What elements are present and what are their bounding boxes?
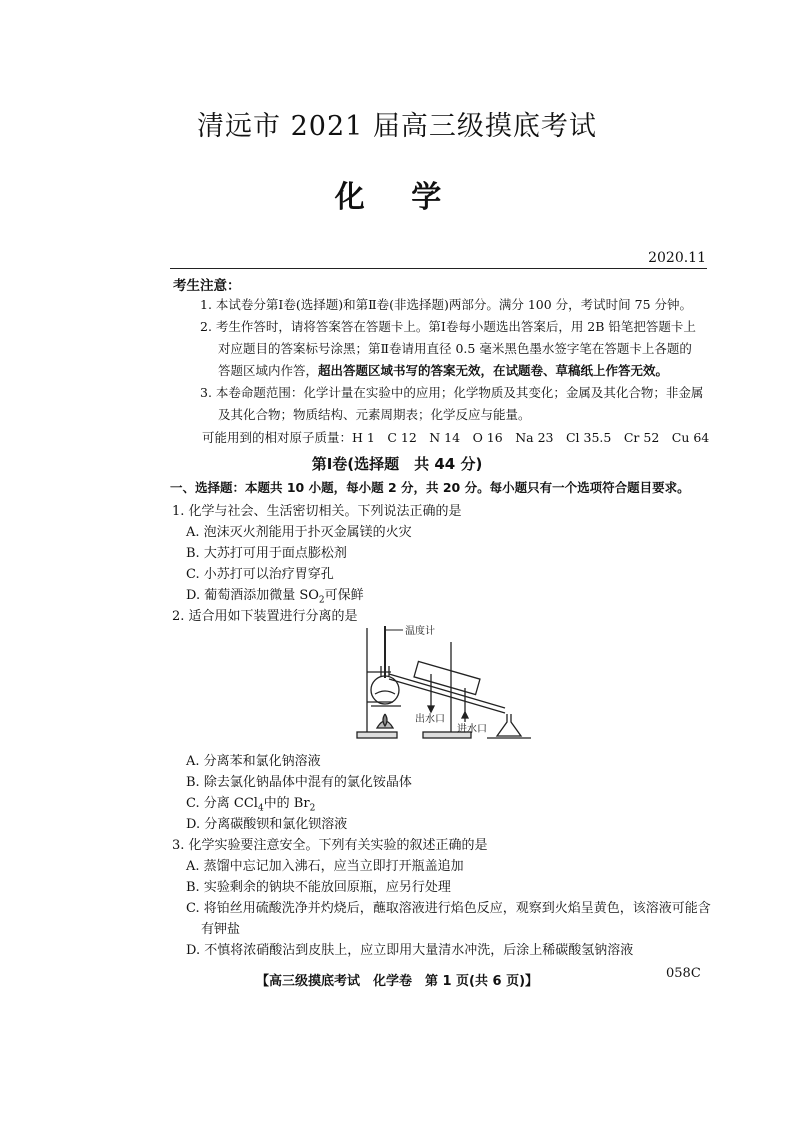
page-footer: 【高三级摸底考试 化学卷 第 1 页(共 6 页)】: [255, 974, 539, 989]
distillation-apparatus: [355, 622, 535, 744]
figure-label-thermometer: 温度计: [405, 626, 435, 637]
notice-item-3-line-1: 3. 本卷命题范围：化学计量在实验中的应用；化学物质及其变化；金属及其化合物；非金属: [200, 385, 704, 400]
q2-c-mid: 中的 Br: [263, 796, 310, 811]
q2-c-sub-1: 4: [257, 803, 264, 814]
question-3-option-c-line-1: C. 将铂丝用硫酸洗净并灼烧后，蘸取溶液进行焰色反应，观察到火焰呈黄色，该溶液可能含: [186, 901, 711, 916]
question-1-option-b: B. 大苏打可用于面点膨松剂: [186, 546, 347, 561]
question-1-stem: 1. 化学与社会、生活密切相关。下列说法正确的是: [172, 504, 462, 519]
question-1-option-c: C. 小苏打可以治疗胃穿孔: [186, 567, 334, 582]
question-1-option-d: [186, 584, 364, 606]
exam-code: 058C: [666, 966, 701, 981]
notice-item-2-line-1: 2. 考生作答时，请将答案答在答题卡上。第Ⅰ卷每小题选出答案后，用 2B 铅笔把答题卡上: [200, 319, 696, 334]
question-2-option-d: D. 分离碳酸钡和氯化钡溶液: [186, 817, 348, 832]
notice-item-2-line-3: [200, 360, 707, 382]
question-3-stem: 3. 化学实验要注意安全。下列有关实验的叙述正确的是: [172, 838, 488, 853]
notice-heading: 考生注意：: [173, 278, 241, 294]
notice-item-2-line-3b: 超出答题区域书写的答案无效，在试题卷、草稿纸上作答无效。: [318, 363, 669, 378]
question-2-option-b: B. 除去氯化钠晶体中混有的氯化铵晶体: [186, 775, 412, 790]
q1-d-sub: 2: [318, 595, 325, 606]
notice-item-2-line-2-text: 对应题目的答案标号涂黑；第Ⅱ卷请用直径 0.5 毫米黑色墨水签字笔在答题卡上各题的: [218, 341, 692, 356]
atomic-masses: 可能用到的相对原子质量：H 1 C 12 N 14 O 16 Na 23 Cl 35.5 Cr 52 Cu 64: [202, 430, 710, 445]
question-2-option-a: A. 分离苯和氯化钠溶液: [186, 754, 321, 769]
q2-c-sub-2: 2: [309, 803, 316, 814]
question-2-stem: 2. 适合用如下装置进行分离的是: [172, 609, 358, 624]
section-1-heading: 一、选择题：本题共 10 小题，每小题 2 分，共 20 分。每小题只有一个选项符合题目要求。: [170, 480, 690, 495]
notice-item-3-line-2-text: 及其化合物；物质结构、元素周期表；化学反应与能量。: [218, 407, 531, 422]
question-1-option-a: A. 泡沫灭火剂能用于扑灭金属镁的火灾: [186, 525, 412, 540]
notice-item-2-line-3a: 答题区域内作答，: [218, 363, 319, 378]
question-3-option-c-line-2: 有钾盐: [201, 922, 241, 937]
notice-item-2-line-2: [200, 338, 707, 360]
question-3-option-d: D. 不慎将浓硝酸沾到皮肤上，应立即用大量清水冲洗，后涂上稀碳酸氢钠溶液: [186, 943, 634, 958]
exam-title: 清远市 2021 届高三级摸底考试: [197, 111, 597, 142]
subject-title: 化 学: [334, 180, 460, 215]
question-2-option-c: [186, 792, 315, 814]
question-3-option-a: A. 蒸馏中忘记加入沸石，应当立即打开瓶盖追加: [186, 859, 464, 874]
figure-label-outlet: 出水口: [415, 714, 445, 725]
q2-c-pre: C. 分离 CCl: [186, 796, 258, 811]
figure-label-inlet: 进水口: [457, 724, 487, 735]
part-1-title: 第Ⅰ卷(选择题 共 44 分): [311, 455, 483, 473]
exam-date: 2020.11: [648, 250, 706, 266]
q1-d-pre: D. 葡萄酒添加微量 SO: [186, 588, 319, 603]
header-rule: [170, 268, 707, 269]
q1-d-post: 可保鲜: [324, 588, 364, 603]
question-3-option-b: B. 实验剩余的钠块不能放回原瓶，应另行处理: [186, 880, 451, 895]
notice-item-3-line-2: [200, 404, 707, 426]
notice-item-1: 1. 本试卷分第Ⅰ卷(选择题)和第Ⅱ卷(非选择题)两部分。满分 100 分，考试时间 75 分钟。: [200, 297, 692, 312]
